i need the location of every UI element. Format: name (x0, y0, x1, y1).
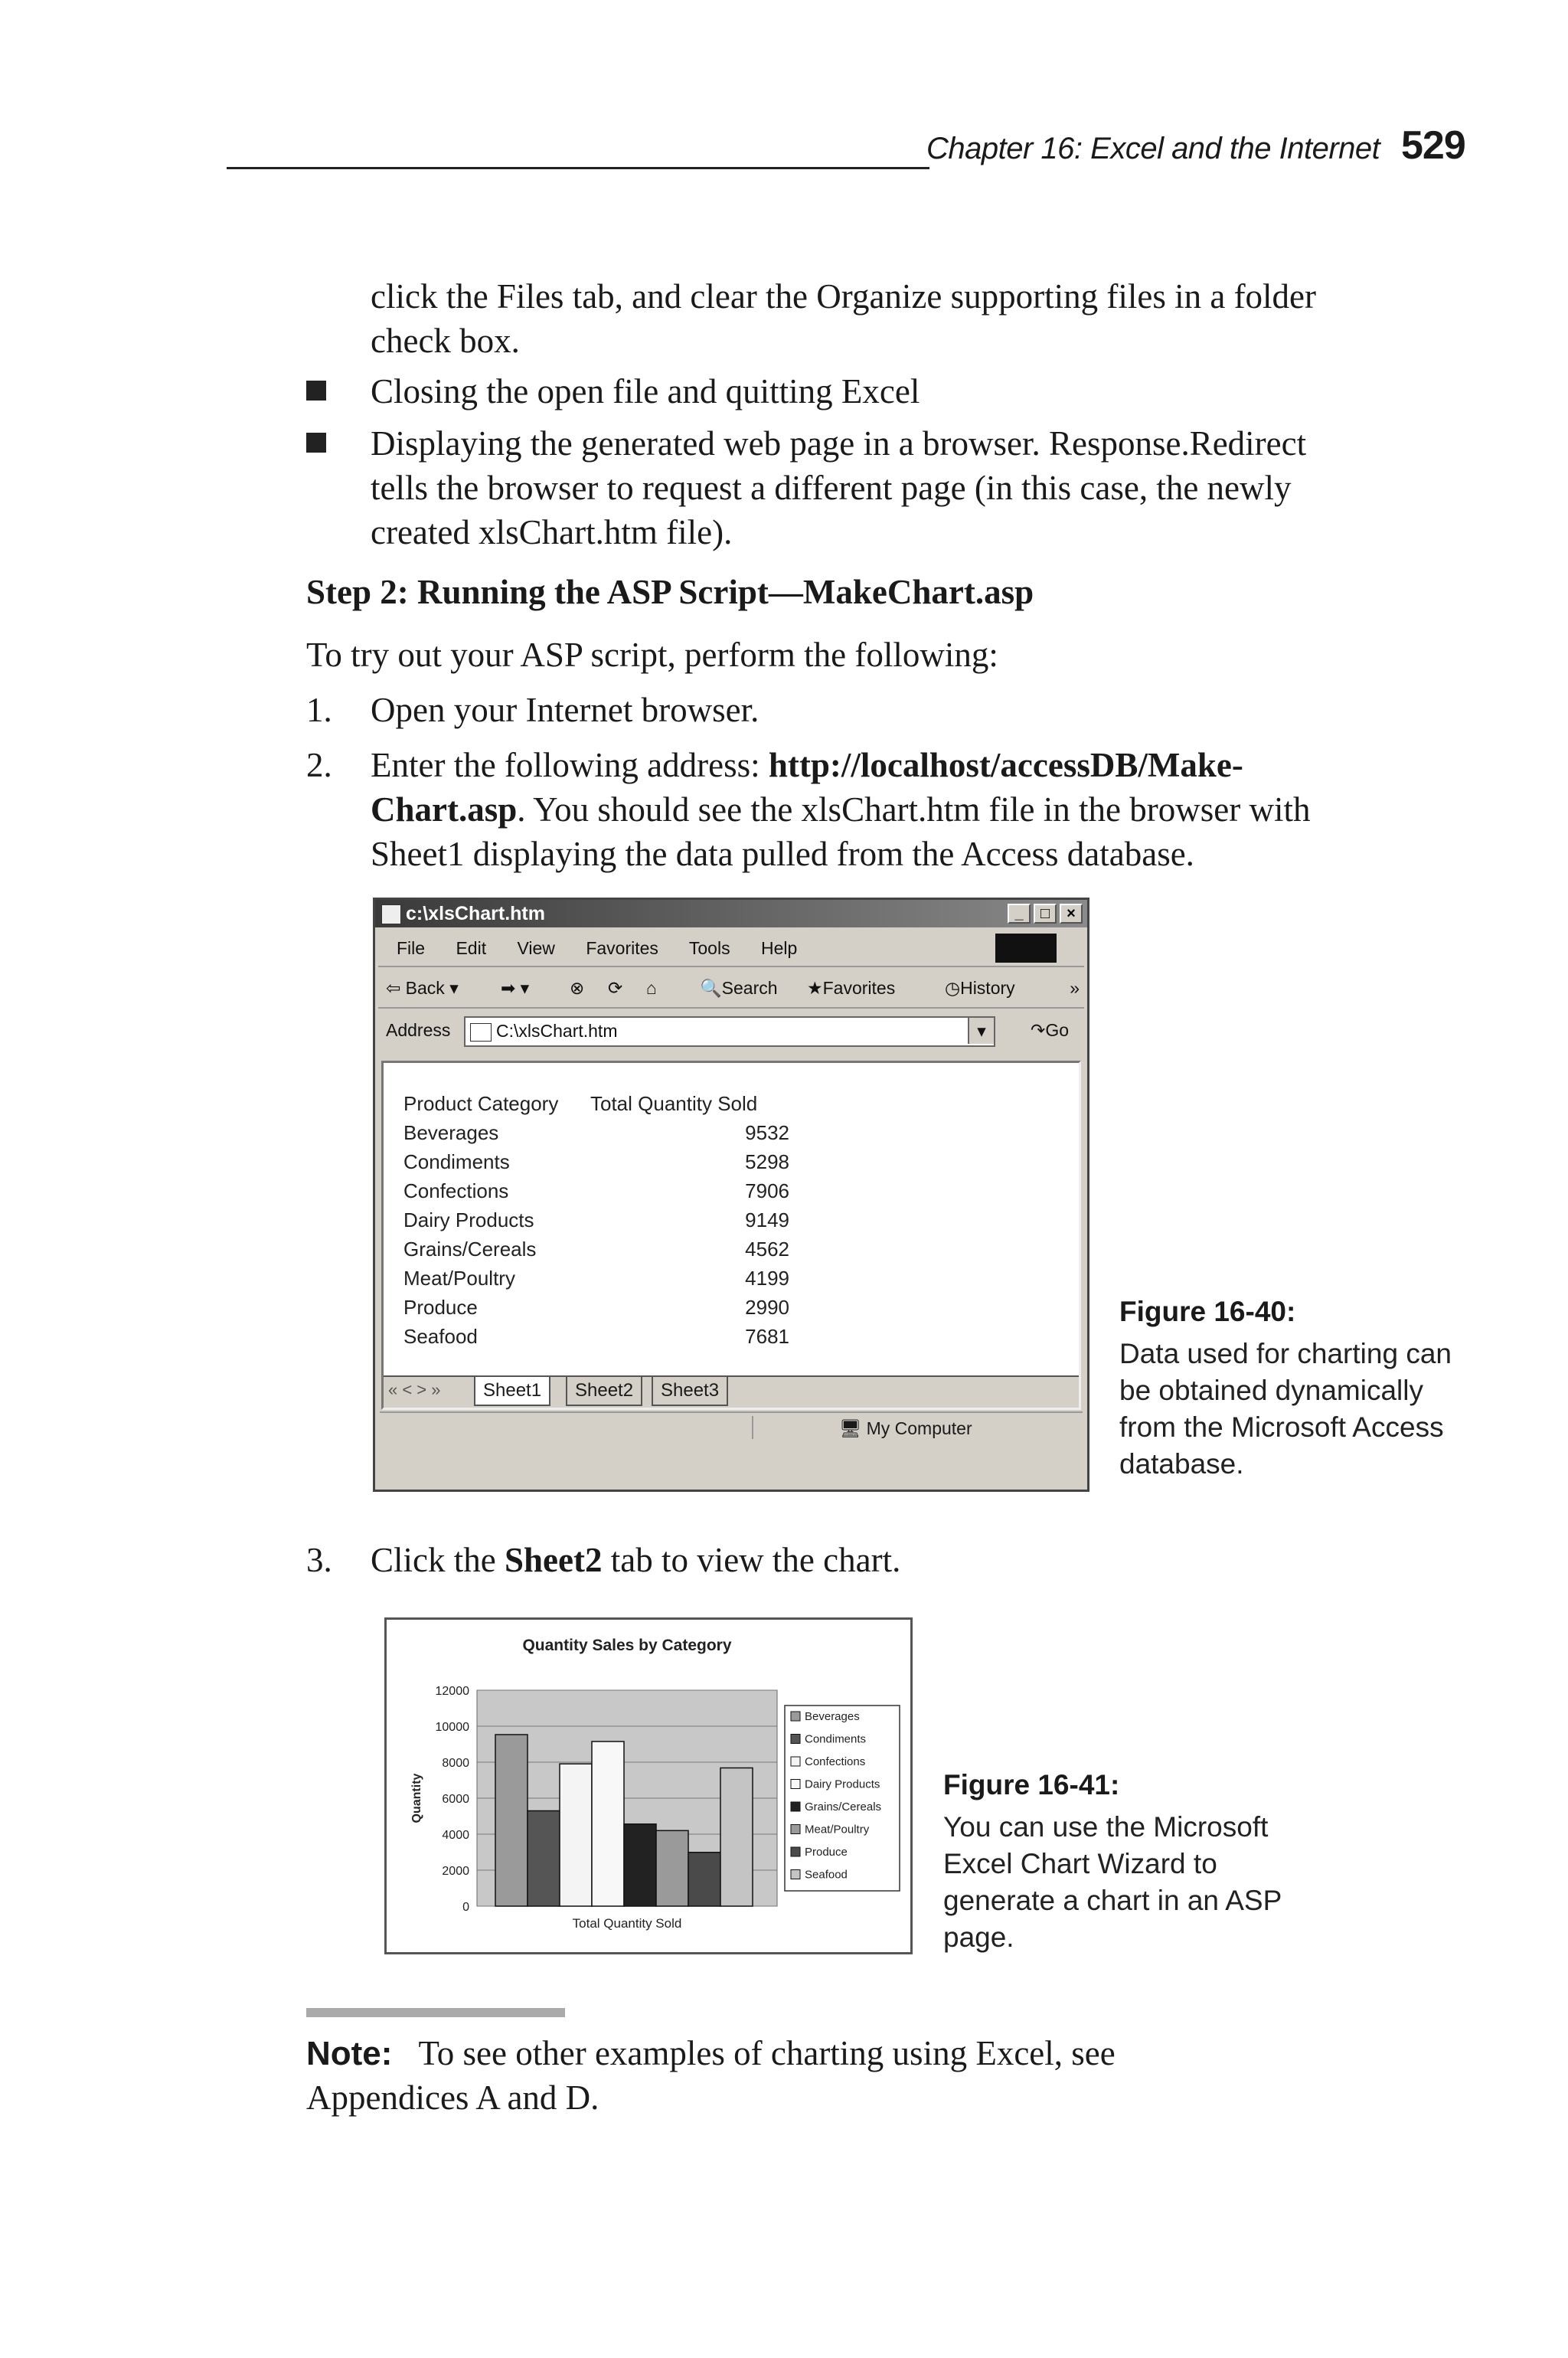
y-tick-label: 4000 (442, 1829, 469, 1842)
refresh-icon[interactable]: ⟳ (608, 978, 623, 998)
toolbar-more-button[interactable]: » (1070, 978, 1080, 998)
legend-entry: Beverages (805, 1710, 860, 1723)
toolbar (378, 969, 1084, 1009)
bar-seafood (720, 1768, 753, 1906)
y-tick-label: 0 (462, 1901, 469, 1914)
legend-swatch (791, 1870, 800, 1879)
figure-40-caption-line-4: database. (1119, 1448, 1244, 1480)
bullet-marker-2 (306, 433, 326, 453)
note-label: Note: (306, 2035, 393, 2072)
y-tick-label: 10000 (435, 1721, 469, 1734)
legend-swatch (791, 1735, 800, 1744)
row-category: Meat/Poultry (403, 1267, 515, 1290)
go-label: Go (1045, 1020, 1069, 1040)
bullet-1: Closing the open file and quitting Excel (371, 372, 920, 410)
menu-bar (378, 930, 1084, 967)
item-2-url-part-2: Chart.asp (371, 790, 518, 829)
bullet-2-line-2: tells the browser to request a different page (in this case, the newly (371, 469, 1292, 507)
minimize-icon[interactable]: _ (1008, 904, 1031, 924)
row-qty: 7906 (745, 1179, 789, 1202)
item-1-text: Open your Internet browser. (371, 691, 760, 729)
step-heading: Step 2: Running the ASP Script—MakeChart.asp (306, 573, 1034, 611)
item-1-number: 1. (306, 691, 332, 729)
back-label: Back (405, 978, 445, 998)
home-icon[interactable]: ⌂ (646, 978, 657, 998)
legend-swatch (791, 1847, 800, 1856)
header-rule (227, 167, 929, 169)
row-category: Condiments (403, 1150, 510, 1173)
col-header-category: Product Category (403, 1092, 559, 1115)
maximize-icon[interactable]: □ (1034, 904, 1057, 924)
status-bar (380, 1411, 1083, 1444)
row-qty: 9532 (745, 1121, 789, 1144)
row-qty: 5298 (745, 1150, 789, 1173)
figure-41-caption-line-3: generate a chart in an ASP (943, 1885, 1282, 1916)
legend-swatch (791, 1757, 800, 1766)
item-2-line-3: Sheet1 displaying the data pulled from the Access database. (371, 835, 1194, 873)
item-3-bold: Sheet2 (504, 1541, 603, 1579)
item-2-line-1 (371, 743, 1243, 787)
row-category: Grains/Cereals (403, 1238, 537, 1261)
figure-40-title: Figure 16-40: (1119, 1296, 1296, 1327)
chapter-title: Chapter 16: Excel and the Internet (926, 132, 1380, 165)
history-label: History (960, 978, 1015, 998)
row-qty: 2990 (745, 1296, 789, 1319)
continuation-line-1: click the Files tab, and clear the Organize supporting files in a folder (371, 277, 1317, 316)
chart-title: Quantity Sales by Category (522, 1637, 732, 1654)
figure-41-caption-line-1: You can use the Microsoft (943, 1811, 1269, 1843)
tab-sheet1[interactable]: Sheet1 (474, 1377, 550, 1406)
menu-view[interactable]: View (517, 938, 555, 958)
address-label: Address (386, 1020, 451, 1040)
bar-dairy-products (592, 1742, 624, 1906)
address-value: C:\xlsChart.htm (496, 1021, 618, 1041)
item-3-prefix: Click the (371, 1541, 505, 1579)
bullet-marker-1 (306, 381, 326, 401)
tab-sheet2[interactable]: Sheet2 (566, 1377, 642, 1406)
figure-40-caption-line-1: Data used for charting can (1119, 1338, 1452, 1369)
row-category: Dairy Products (403, 1208, 534, 1231)
item-2-url-part-1: http://localhost/accessDB/Make- (768, 746, 1243, 784)
bar-confections (560, 1764, 592, 1906)
figure-40-caption-line-3: from the Microsoft Access (1119, 1411, 1444, 1443)
legend-entry: Confections (805, 1755, 866, 1768)
bar-beverages (495, 1735, 528, 1906)
menu-file[interactable]: File (397, 938, 426, 958)
y-tick-label: 2000 (442, 1865, 469, 1878)
legend-entry: Condiments (805, 1732, 867, 1746)
address-input[interactable] (464, 1016, 995, 1047)
tab-sheet3[interactable]: Sheet3 (652, 1377, 728, 1406)
legend-swatch (791, 1825, 800, 1834)
sheet-nav-arrows[interactable]: « < > » (388, 1380, 441, 1399)
row-category: Seafood (403, 1325, 478, 1348)
quantity-chart (387, 1620, 910, 1952)
item-3-number: 3. (306, 1541, 332, 1579)
page-number: 529 (1401, 123, 1465, 168)
row-qty: 4199 (745, 1267, 789, 1290)
x-axis-label: Total Quantity Sold (572, 1916, 682, 1931)
close-icon[interactable]: × (1060, 904, 1083, 924)
continuation-line-2: check box. (371, 322, 520, 360)
spreadsheet-content (381, 1061, 1081, 1410)
menu-tools[interactable]: Tools (688, 938, 730, 958)
status-divider (752, 1416, 770, 1439)
figure-41-caption-line-4: page. (943, 1921, 1014, 1953)
y-tick-label: 6000 (442, 1793, 469, 1806)
note-line-2: Appendices A and D. (306, 2078, 599, 2117)
menu-edit[interactable]: Edit (456, 938, 487, 958)
windows-logo-icon (995, 934, 1057, 963)
legend-entry: Dairy Products (805, 1777, 880, 1791)
favorites-label: Favorites (822, 978, 896, 998)
item-3-rest: tab to view the chart. (602, 1541, 901, 1579)
page-icon (470, 1023, 492, 1042)
row-category: Confections (403, 1179, 509, 1202)
status-text: My Computer (866, 1418, 972, 1438)
go-button[interactable]: ↷Go (1031, 1020, 1069, 1040)
legend-entry: Produce (805, 1846, 848, 1859)
note-line-1 (306, 2031, 1116, 2076)
intro-text: To try out your ASP script, perform the following: (306, 636, 998, 674)
address-bar (378, 1010, 1084, 1050)
forward-arrow-icon[interactable]: ➡ ▾ (501, 978, 530, 998)
y-axis-label: Quantity (410, 1773, 423, 1823)
menu-favorites[interactable]: Favorites (586, 938, 658, 958)
menu-help[interactable]: Help (760, 938, 798, 958)
search-button[interactable]: 🔍Search (700, 978, 778, 998)
figure-41-title: Figure 16-41: (943, 1769, 1120, 1800)
window-title-bar (375, 900, 1087, 927)
item-2-number: 2. (306, 746, 332, 784)
back-button[interactable]: ⇦ Back ▾ (386, 978, 459, 998)
bullet-2-line-1: Displaying the generated web page in a browser. Response.Redirect (371, 424, 1307, 463)
legend-entry: Seafood (805, 1868, 848, 1882)
search-label: Search (721, 978, 778, 998)
window-title: c:\xlsChart.htm (406, 903, 545, 924)
row-qty: 7681 (745, 1325, 789, 1348)
legend-entry: Meat/Poultry (805, 1823, 870, 1836)
stop-icon[interactable]: ⊗ (570, 978, 585, 998)
bullet-2-line-3: created xlsChart.htm file). (371, 513, 733, 551)
note-rule (306, 2008, 565, 2017)
history-button[interactable]: ◷History (945, 978, 1015, 998)
bar-meat-poultry (656, 1830, 688, 1906)
item-3-text (371, 1538, 900, 1582)
bar-condiments (528, 1810, 560, 1906)
chart-figure (384, 1617, 913, 1954)
item-2-line-2 (371, 787, 1310, 832)
row-qty: 4562 (745, 1238, 789, 1261)
col-header-qty: Total Quantity Sold (590, 1092, 758, 1115)
ie-page-icon (381, 904, 401, 924)
note-text-1: To see other examples of charting using Excel, see (418, 2034, 1116, 2072)
legend-swatch (791, 1780, 800, 1789)
legend-entry: Grains/Cereals (805, 1800, 882, 1813)
row-category: Produce (403, 1296, 478, 1319)
figure-40-caption-line-2: be obtained dynamically (1119, 1375, 1423, 1406)
status-zone: 🖥 My Computer (839, 1418, 972, 1438)
bar-grains-cereals (624, 1824, 656, 1906)
favorites-button[interactable]: ★Favorites (807, 978, 896, 998)
legend-swatch (791, 1802, 800, 1811)
address-dropdown-icon[interactable]: ▾ (968, 1018, 994, 1044)
y-tick-label: 12000 (435, 1685, 469, 1698)
y-tick-label: 8000 (442, 1757, 469, 1770)
figure-41-caption-line-2: Excel Chart Wizard to (943, 1848, 1217, 1879)
legend-swatch (791, 1712, 800, 1721)
item-2-prefix: Enter the following address: (371, 746, 769, 784)
sheet-tab-bar (384, 1375, 1079, 1408)
item-2-rest: . You should see the xlsChart.htm file in the browser with (517, 790, 1311, 829)
row-qty: 9149 (745, 1208, 789, 1231)
row-category: Beverages (403, 1121, 499, 1144)
bar-produce (688, 1853, 720, 1906)
browser-window-screenshot (373, 898, 1089, 1492)
